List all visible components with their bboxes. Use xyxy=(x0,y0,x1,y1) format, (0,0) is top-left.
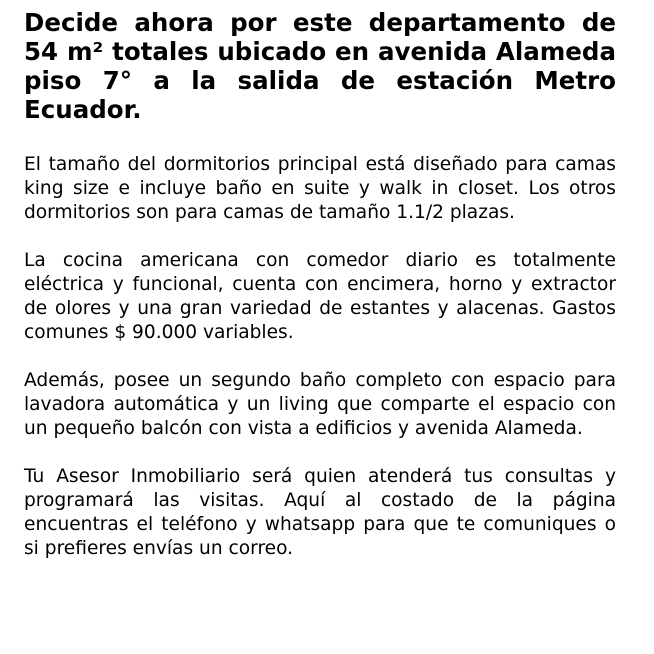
paragraph-bedrooms: El tamaño del dormitorios principal está diseñado para camas king size e incluye baño en suite y walk in closet. Los otros dormitorios son para camas de tamaño 1.1/2 plazas. xyxy=(24,154,616,223)
listing-heading: Decide ahora por este departamento de 54 m² totales ubicado en avenida Alameda piso 7° a la salida de estación Metro Ecuador. xyxy=(24,8,616,124)
listing-description xyxy=(24,8,616,561)
paragraph-bathroom-living: Además, posee un segundo baño completo con espacio para lavadora automática y un living que comparte el espacio con un pequeño balcón con vista a edificios y avenida Alameda. xyxy=(24,370,616,439)
paragraph-kitchen: La cocina americana con comedor diario es totalmente eléctrica y funcional, cuenta con encimera, horno y extractor de olores y una gran variedad de estantes y alacenas. Gastos comunes $ 90.000 variables. xyxy=(24,250,616,343)
paragraph-contact: Tu Asesor Inmobiliario será quien atenderá tus consultas y programará las visitas. Aquí al costado de la página encuentras el teléfono y whatsapp para que te comuniques o si prefieres envías un correo. xyxy=(24,466,616,559)
